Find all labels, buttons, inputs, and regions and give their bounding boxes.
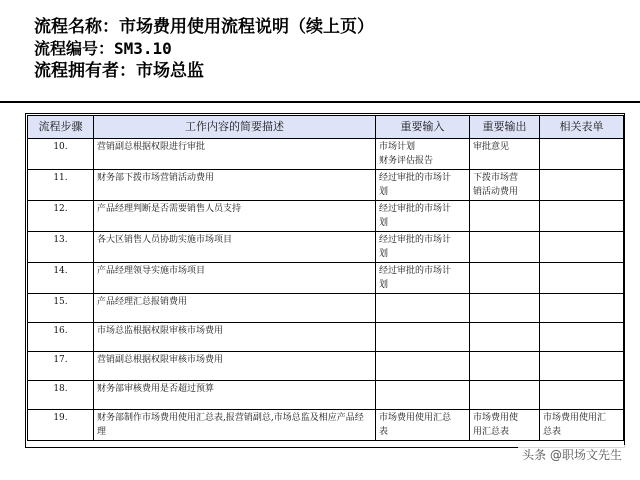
cell-description: 产品经理领导实施市场项目	[94, 263, 376, 294]
cell-input-line: 市场费用使用汇总	[379, 413, 452, 423]
cell-description: 财务部制作市场费用使用汇总表,报营销副总,市场总监及相应产品经理	[94, 410, 376, 441]
process-name: 流程名称：市场费用使用流程说明（续上页）	[34, 17, 374, 37]
cell-output-line: 审批意见	[473, 142, 510, 152]
cell-description: 各大区销售人员协助实施市场项目	[94, 232, 376, 263]
header-divider	[0, 101, 640, 103]
cell-input	[376, 232, 470, 263]
table-row	[28, 410, 624, 441]
cell-input	[376, 294, 470, 323]
cell-step: 17.	[28, 352, 94, 381]
cell-output	[470, 294, 540, 323]
cell-output	[470, 263, 540, 294]
cell-step: 19.	[28, 410, 94, 441]
table-body	[28, 139, 624, 441]
cell-input-line: 经过审批的市场计	[379, 235, 452, 245]
cell-output	[470, 201, 540, 232]
cell-output	[470, 170, 540, 201]
cell-form	[540, 201, 624, 232]
table-row	[28, 232, 624, 263]
cell-description: 财务部下拨市场营销活动费用	[94, 170, 376, 201]
cell-input	[376, 170, 470, 201]
cell-input	[376, 352, 470, 381]
cell-output	[470, 323, 540, 352]
cell-step: 13.	[28, 232, 94, 263]
cell-output-line: 市场费用使	[473, 413, 519, 423]
cell-step: 12.	[28, 201, 94, 232]
cell-form-line: 市场费用使用汇	[543, 413, 607, 423]
table-row	[28, 263, 624, 294]
cell-description: 财务部审核费用是否超过预算	[94, 381, 376, 410]
cell-form-line: 总表	[543, 427, 562, 437]
process-table	[27, 115, 624, 441]
cell-form	[540, 263, 624, 294]
table-row	[28, 381, 624, 410]
table-row	[28, 201, 624, 232]
header-col-step: 流程步骤	[28, 116, 94, 139]
cell-input	[376, 410, 470, 441]
cell-input	[376, 381, 470, 410]
cell-output	[470, 232, 540, 263]
cell-output	[470, 381, 540, 410]
cell-description: 产品经理判断是否需要销售人员支持	[94, 201, 376, 232]
cell-input-line: 表	[379, 427, 389, 437]
cell-input	[376, 323, 470, 352]
cell-step: 10.	[28, 139, 94, 170]
cell-output	[470, 352, 540, 381]
cell-input-line: 划	[379, 249, 389, 259]
table-row	[28, 352, 624, 381]
cell-form	[540, 410, 624, 441]
cell-output	[470, 410, 540, 441]
table-row	[28, 294, 624, 323]
cell-input-line: 财务评估报告	[379, 156, 434, 166]
cell-input-line: 划	[379, 218, 389, 228]
cell-output-line: 用汇总表	[473, 427, 510, 437]
cell-step: 15.	[28, 294, 94, 323]
table-row	[28, 139, 624, 170]
cell-form	[540, 381, 624, 410]
header-col-description: 工作内容的简要描述	[94, 116, 376, 139]
table-row	[28, 323, 624, 352]
header-col-form: 相关表单	[540, 116, 624, 139]
cell-step: 18.	[28, 381, 94, 410]
cell-form	[540, 294, 624, 323]
cell-input-line: 划	[379, 280, 389, 290]
process-owner: 流程拥有者：市场总监	[34, 61, 204, 81]
cell-form	[540, 170, 624, 201]
cell-form	[540, 139, 624, 170]
cell-input	[376, 263, 470, 294]
cell-form	[540, 323, 624, 352]
cell-output	[470, 139, 540, 170]
header-col-input: 重要输入	[376, 116, 470, 139]
cell-input-line: 经过审批的市场计	[379, 266, 452, 276]
cell-form	[540, 232, 624, 263]
cell-description: 营销副总根据权限进行审批	[94, 139, 376, 170]
cell-form	[540, 352, 624, 381]
cell-step: 11.	[28, 170, 94, 201]
cell-step: 14.	[28, 263, 94, 294]
table-header-row	[28, 116, 624, 139]
cell-input-line: 划	[379, 187, 389, 197]
cell-description: 产品经理汇总报销费用	[94, 294, 376, 323]
cell-description: 营销副总根据权限审核市场费用	[94, 352, 376, 381]
cell-input	[376, 201, 470, 232]
header-col-output: 重要输出	[470, 116, 540, 139]
process-code: 流程编号：SM3.10	[34, 39, 172, 58]
cell-output-line: 销活动费用	[473, 187, 519, 197]
cell-input-line: 经过审批的市场计	[379, 204, 452, 214]
cell-input-line: 经过审批的市场计	[379, 173, 452, 183]
table-row	[28, 170, 624, 201]
cell-step: 16.	[28, 323, 94, 352]
cell-input-line: 市场计划	[379, 142, 416, 152]
cell-input	[376, 139, 470, 170]
cell-output-line: 下拨市场营	[473, 173, 519, 183]
cell-description: 市场总监根据权限审核市场费用	[94, 323, 376, 352]
document-header	[34, 16, 374, 82]
watermark: 头条 @职场文先生	[518, 445, 626, 464]
